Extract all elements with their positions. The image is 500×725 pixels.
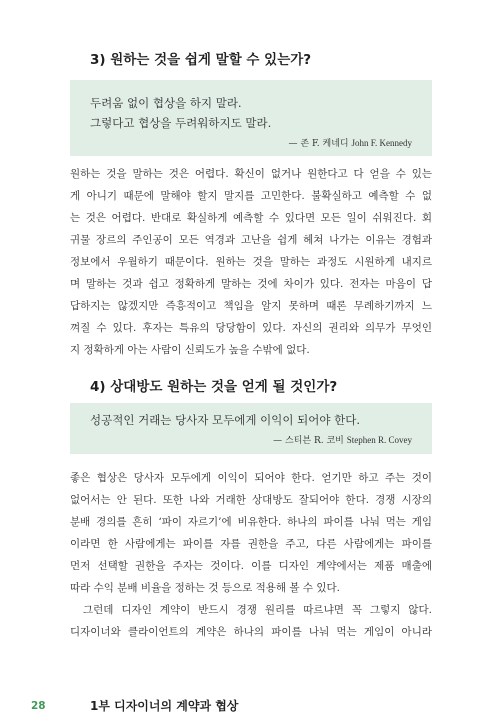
body-line: 정보에서 우월하기 때문이다. 원하는 것을 말하는 과정도 시원하게 내지르 bbox=[70, 256, 432, 268]
quote-attribution bbox=[273, 433, 412, 446]
author-korean: — 스티븐 R. 코비 bbox=[273, 436, 344, 446]
body-line: 며 말하는 것과 쉽고 정확하게 말하는 것에 차이가 있다. 전자는 마음이 답 bbox=[70, 278, 432, 290]
section-heading-3: 3) 원하는 것을 쉽게 말할 수 있는가? bbox=[90, 52, 312, 68]
author-english: John F. Kennedy bbox=[351, 138, 412, 148]
quote-line: 그렇다고 협상을 두려워하지도 말라. bbox=[90, 116, 272, 130]
body-line: 이라면 한 사람에게는 파이를 자를 권한을 주고, 다른 사람에게는 파이를 bbox=[70, 538, 432, 550]
author-korean: — 존 F. 케네디 bbox=[288, 139, 349, 149]
body-line: 좋은 협상은 당사자 모두에게 이익이 되어야 한다. 얻기만 하고 주는 것이 bbox=[70, 472, 432, 484]
body-line: 분배 경의를 흔히 ‘파이 자르기’에 비유한다. 하나의 파이를 나눠 먹는 게임 bbox=[70, 516, 432, 528]
body-line: 디자이너와 클라이언트의 계약은 하나의 파이를 나눠 먹는 게임이 아니라 bbox=[70, 626, 432, 638]
running-footer-title: 1부 디자이너의 계약과 협상 bbox=[90, 699, 239, 713]
body-line: 먼저 선택할 권한을 주자는 것이다. 이를 디자인 계약에서는 제품 매출에 bbox=[70, 560, 432, 572]
body-line: 없어서는 안 된다. 또한 나와 거래한 상대방도 잘되어야 한다. 경쟁 시장의 bbox=[70, 494, 432, 506]
body-line: 는 것은 어렵다. 반대로 확실하게 예측할 수 있다면 모든 일이 쉬워진다. 회 bbox=[70, 212, 432, 224]
body-line: 답하지는 않겠지만 즉흥적이고 책임을 알지 못하며 때론 무례하기까지 느 bbox=[70, 300, 432, 312]
body-line: 껴질 수 있다. 후자는 특유의 당당함이 있다. 자신의 권리와 의무가 무엇인 bbox=[70, 322, 432, 334]
body-line: 지 정확하게 아는 사람이 신뢰도가 높을 수밖에 없다. bbox=[70, 344, 310, 356]
quote-line: 두려움 없이 협상을 하지 말라. bbox=[90, 96, 242, 110]
body-line: 그런데 디자인 계약이 반드시 경쟁 원리를 따르냐면 꼭 그렇지 않다. bbox=[83, 604, 432, 616]
quote-line: 성공적인 거래는 당사자 모두에게 이익이 되어야 한다. bbox=[90, 413, 360, 427]
body-line: 원하는 것을 말하는 것은 어렵다. 확신이 없거나 원한다고 다 얻을 수 있는 bbox=[70, 168, 432, 180]
body-line: 게 아니기 때문에 말해야 할지 말지를 고민한다. 불확실하고 예측할 수 없 bbox=[70, 190, 432, 202]
section-heading-4: 4) 상대방도 원하는 것을 얻게 될 것인가? bbox=[90, 379, 338, 395]
body-line: 따라 수익 분배 비율을 정하는 것 등으로 적용해 볼 수 있다. bbox=[70, 582, 341, 594]
page-number: 28 bbox=[31, 700, 46, 712]
author-english: Stephen R. Covey bbox=[346, 435, 412, 445]
quote-box-kennedy bbox=[70, 80, 432, 156]
quote-attribution bbox=[289, 136, 412, 149]
quote-box-covey bbox=[70, 403, 432, 454]
body-line: 귀물 장르의 주인공이 모든 역경과 고난을 쉽게 헤쳐 나가는 이유는 경험과 bbox=[70, 234, 432, 246]
